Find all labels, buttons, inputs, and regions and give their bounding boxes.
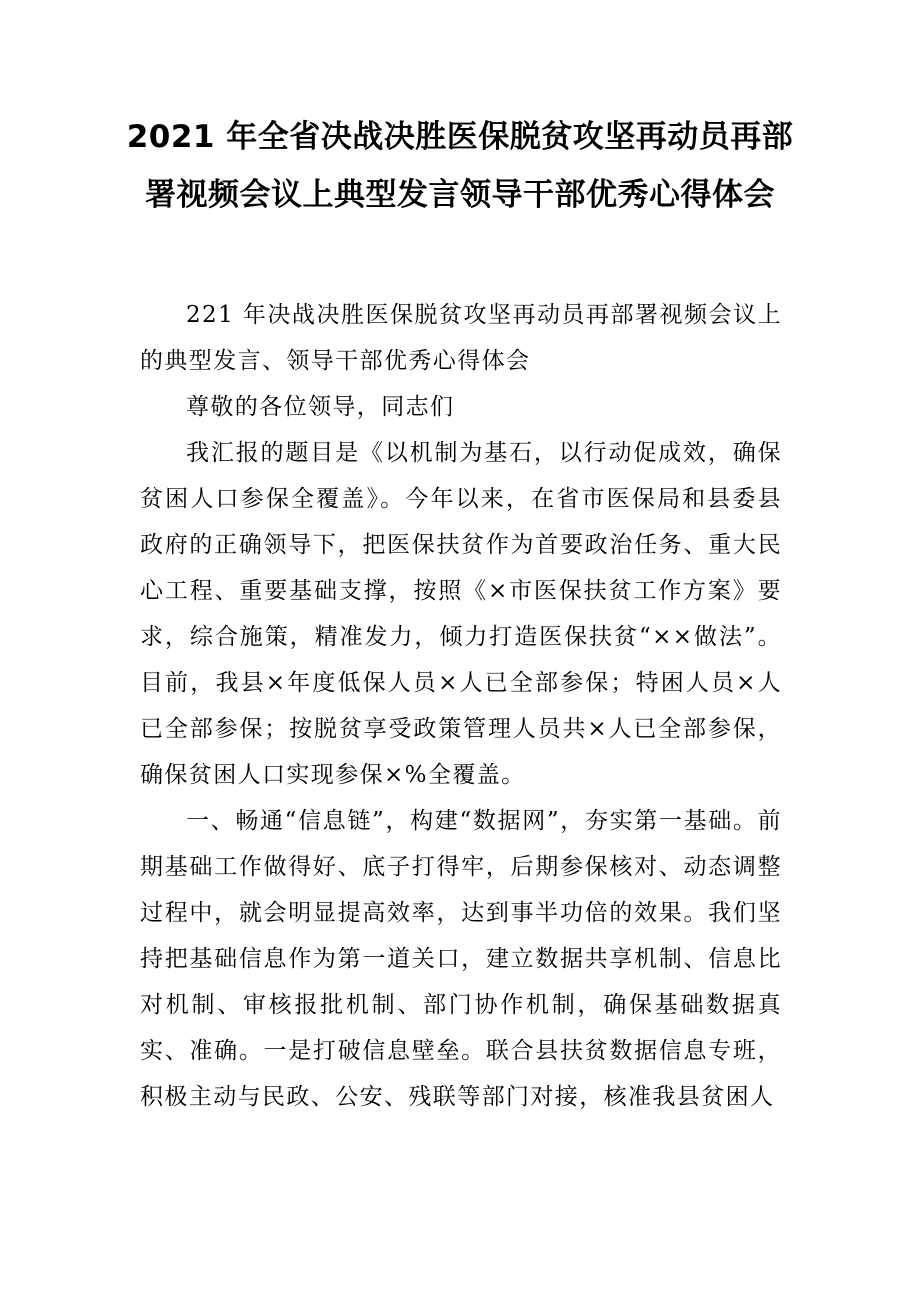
paragraph-section-one: 一、畅通“信息链”，构建“数据网”，夯实第一基础。前期基础工作做得好、底子打得牢，后期参保核对、动态调整过程中，就会明显提高效率，达到事半功倍的效果。我们坚持把基础信息作为第一道关口，建立数据共享机制、信息比对机制、审核报批机制、部门协作机制，确保基础数据真实、准确。一是打破信息壁垒。联合县扶贫数据信息专班，积极主动与民政、公安、残联等部门对接，核准我县贫困人 [140,808,782,1110]
paragraph-subtitle: 221 年决战决胜医保脱贫攻坚再动员再部署视频会议上的典型发言、领导干部优秀心得体会 [140,302,782,374]
paragraph-salutation: 尊敬的各位领导，同志们 [186,394,455,420]
document-body [140,292,782,1120]
document-title: 2021 年全省决战决胜医保脱贫攻坚再动员再部署视频会议上典型发言领导干部优秀心得体会 [126,119,794,213]
paragraph-intro: 我汇报的题目是《以机制为基石，以行动促成效，确保贫困人口参保全覆盖》。今年以来，在省市医保局和县委县政府的正确领导下，把医保扶贫作为首要政治任务、重大民心工程、重要基础支撑，按照《×市医保扶贫工作方案》要求，综合施策，精准发力，倾力打造医保扶贫“××做法”。目前，我县×年度低保人员×人已全部参保；特困人员×人已全部参保；按脱贫享受政策管理人员共×人已全部参保，确保贫困人口实现参保×%全覆盖。 [140,440,782,788]
